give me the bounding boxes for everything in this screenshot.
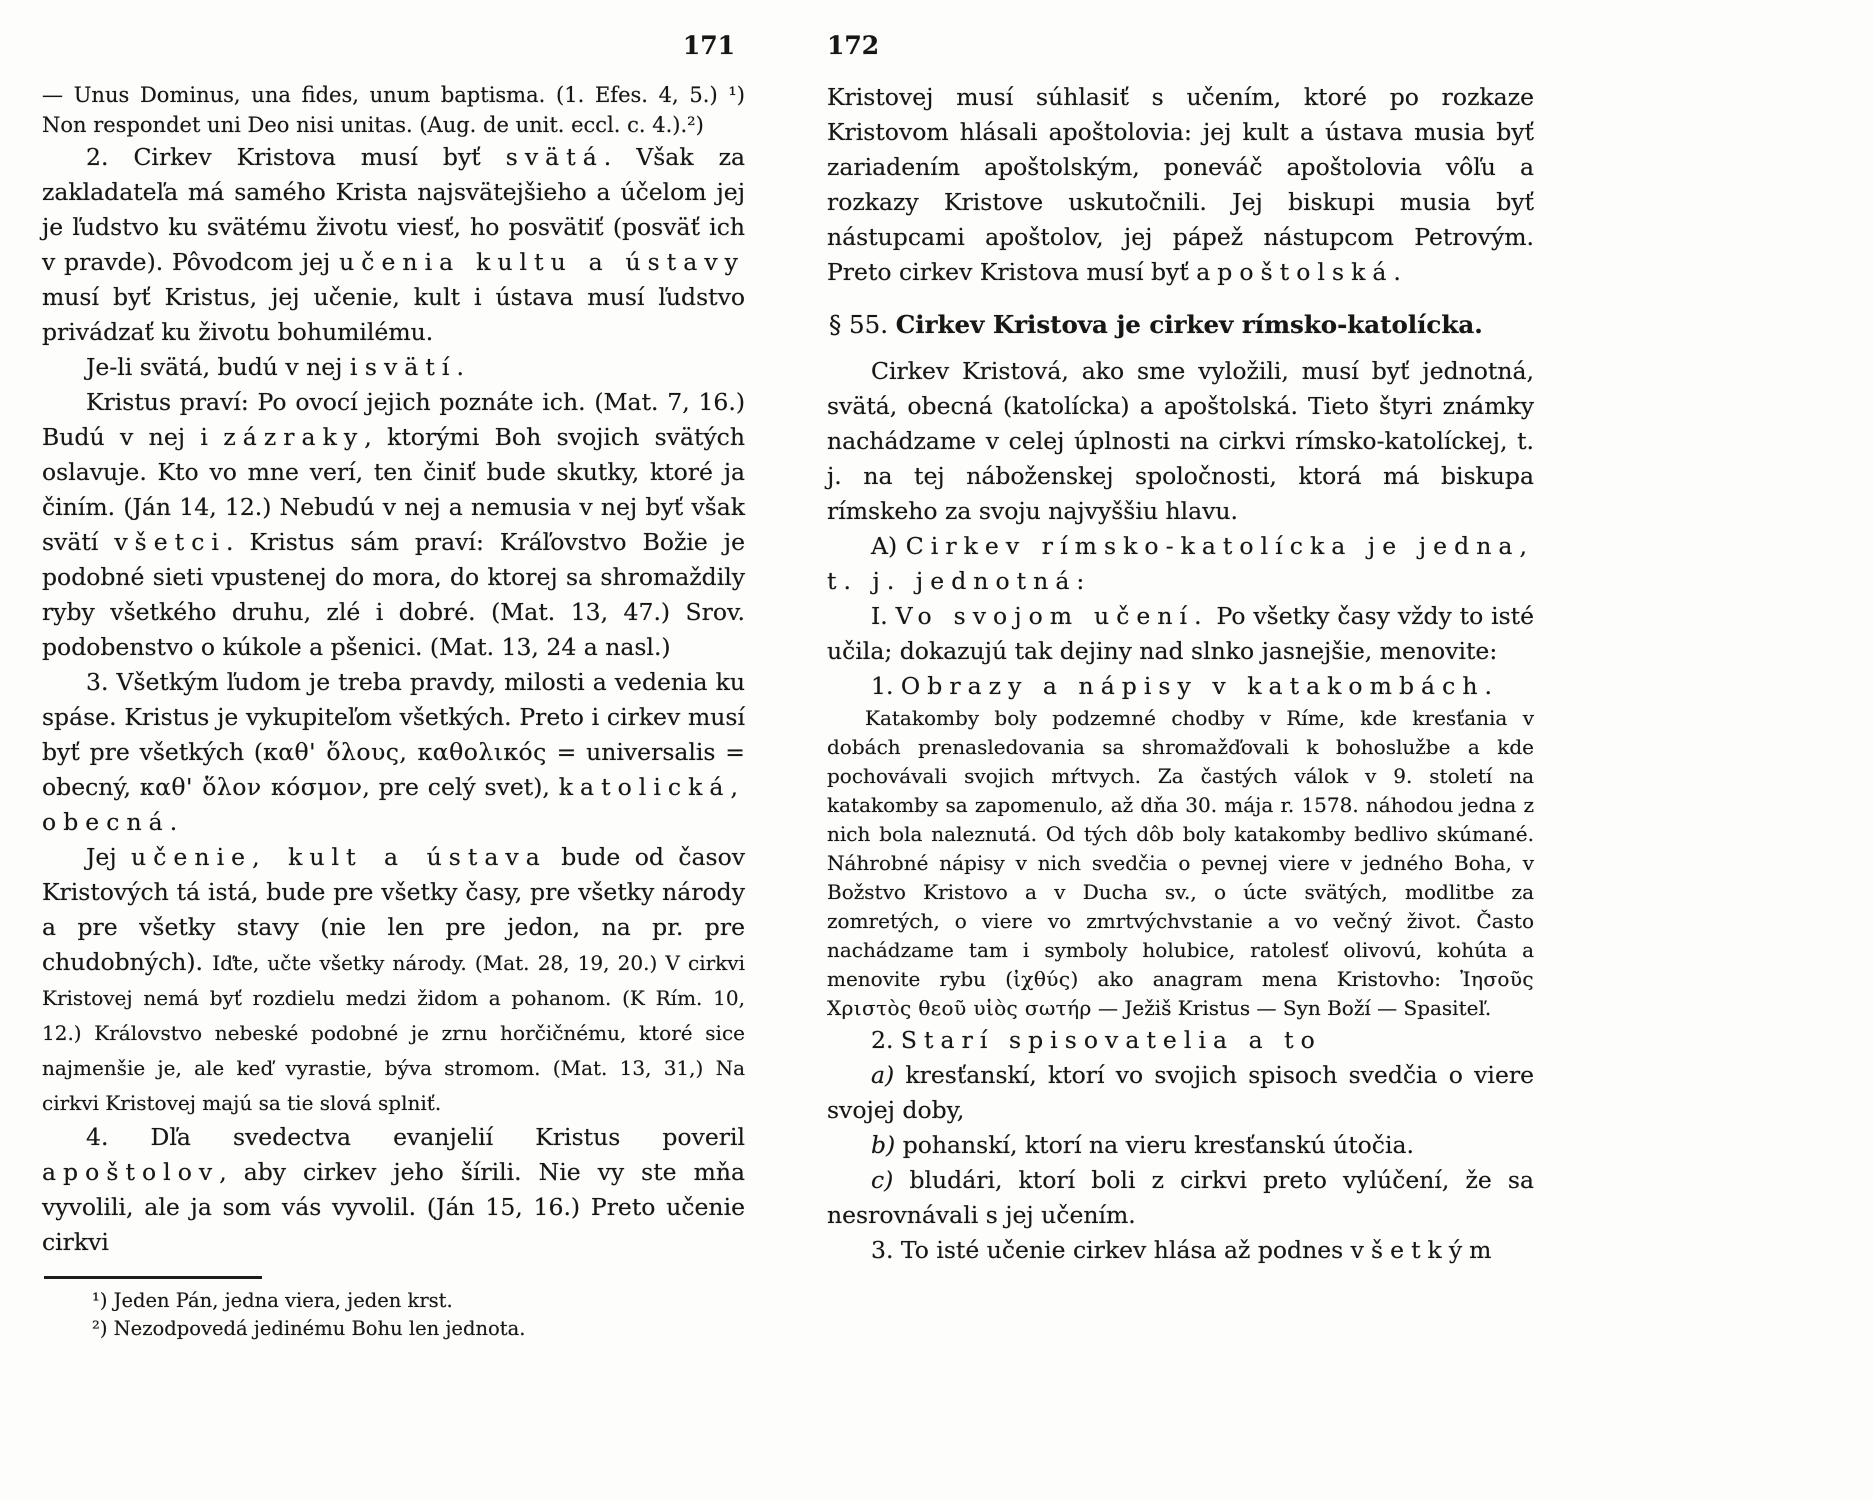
text-run: . Kristus sám praví: Kráľovstvo Božie je podobné sieti vpustenej do mora, do ktorej sa shromaždily ryby všetkého druhu, zlé i dobré. (Mat. 13, 47.) Srov. podobenstvo o kúkole a pšenici. (Mat. 13, 24 a nasl.)	[42, 528, 745, 661]
paragraph	[827, 1023, 1534, 1058]
paragraph	[42, 80, 745, 140]
text-run: svätá	[505, 143, 604, 171]
paragraph	[827, 1233, 1534, 1268]
paragraph	[42, 840, 745, 1120]
text-run: .	[169, 808, 178, 836]
text-run: c)	[871, 1166, 894, 1194]
page-172-content	[827, 80, 1534, 1268]
paragraph	[42, 140, 745, 350]
text-run: Cirkev rímsko-katolícka je jedna, t. j. jednotná:	[827, 532, 1535, 595]
text-run: bludári, ktorí boli z cirkvi preto vylúčení, že sa nesrovnávali s jej učením.	[827, 1166, 1534, 1229]
paragraph	[827, 354, 1534, 529]
text-run: = universalis = obecný,	[42, 738, 745, 801]
paragraph	[827, 1128, 1534, 1163]
text-run: katolická, obecná	[42, 773, 745, 836]
text-run: , pre celý svet),	[362, 773, 559, 801]
footnote: ²) Nezodpovedá jedinému Bohu len jednota.	[92, 1316, 526, 1340]
paragraph	[42, 1120, 745, 1260]
text-run: učenia kultu a ústavy	[339, 248, 745, 276]
text-run: b)	[871, 1131, 896, 1159]
text-run: Jej	[86, 843, 132, 871]
greek-text: ἰχθύς	[1013, 967, 1071, 991]
text-run: , aby cirkev jeho šírili. Nie vy ste mňa vyvolili, ale ja som vás vyvolil. (Ján 15, 16.) Preto učenie cirkvi	[42, 1158, 745, 1256]
text-run: A)	[871, 532, 906, 560]
text-run: Starí spisovatelia a to	[900, 1026, 1322, 1054]
paragraph	[827, 704, 1534, 1023]
text-run: Obrazy a nápisy v katakombách.	[900, 672, 1500, 700]
paragraph	[42, 350, 745, 385]
text-run: .	[1393, 258, 1401, 286]
text-run: všetci	[114, 528, 226, 556]
paragraph	[827, 1163, 1534, 1233]
text-run: Vo svojom učení.	[895, 602, 1209, 630]
text-run: , ktorými Boh svojich svätých oslavuje. Kto vo mne verí, ten činiť bude skutky, ktoré ja činím. (Ján 14, 12.) Nebudú v nej a nemusia v nej byť však svätí	[42, 423, 745, 556]
text-run: — Ježiš Kristus — Syn Boží — Spasiteľ.	[1091, 996, 1492, 1020]
text-run: 2.	[871, 1026, 901, 1054]
page-171-content	[42, 80, 745, 1260]
text-run: Je-li svätá, budú v nej i	[86, 353, 365, 381]
text-run: kresťanskí, ktorí vo svojich spisoch svedčia o viere svojej doby,	[827, 1061, 1534, 1124]
text-run: apoštolská	[1196, 258, 1394, 286]
text-run: — Unus Dominus, una fides, unum baptisma. (1. Efes. 4, 5.) ¹) Non respondet uni Deo nisi unitas. (Aug. de unit. eccl. c. 4.).²)	[42, 83, 745, 137]
text-run: 2. Cirkev Kristova musí byť	[86, 143, 506, 171]
text-run: učenie, kult a ústava	[131, 843, 547, 871]
text-run: 1.	[871, 672, 901, 700]
text-run: § 55.	[829, 310, 896, 339]
page-171-footnotes	[42, 1287, 745, 1342]
text-run: pohanskí, ktorí na vieru kresťanskú útočia.	[895, 1131, 1414, 1159]
text-run: Po všetky časy vždy to isté učila; dokazujú tak dejiny nad slnko jasnejšie, menovite:	[827, 602, 1534, 665]
footnote-divider	[44, 1276, 262, 1279]
text-run: svätí	[364, 353, 457, 381]
text-run: 4. Dľa svedectva evanjelií Kristus poveril	[86, 1123, 745, 1151]
text-run: zázraky	[223, 423, 365, 451]
paragraph	[42, 385, 745, 665]
text-run: Cirkev Kristova je cirkev rímsko-katolícka.	[895, 310, 1483, 339]
text-run: apoštolov	[42, 1158, 220, 1186]
text-run: musí byť Kristus, jej učenie, kult i ústava musí ľudstvo privádzať ku životu bohumilému.	[42, 283, 745, 346]
greek-text: Ἰησοῦς Χριστὸς θεοῦ υἱὸς σωτήρ	[827, 967, 1534, 1020]
page-171	[42, 0, 745, 1342]
text-run: .	[456, 353, 464, 381]
text-run: Katakomby boly podzemné chodby v Ríme, kde kresťania v dobách prenasledovania sa shromažďovali k bohoslužbe a kde pochovávali svojich mŕtvych. Za častých válok v 9. století na katakomby sa zapomenulo, až dňa 30. mája r. 1578. náhodou jedna z nich bola naleznutá. Od tých dôb boly katakomby bedlivo skúmané. Náhrobné nápisy v nich svedčia o pevnej viere v jedného Boha, v Božstvo Kristovo a v Ducha sv., o úcte svätých, modlitbe za zomretých, o viere vo zmrtvýchvstanie a vo večný život. Často nachádzame tam i symboly holubice, ratolesť olivovú, kohúta a menovite rybu (	[827, 706, 1534, 991]
page-number-172: 172	[827, 31, 880, 60]
text-run: . Však za zakladateľa má samého Krista najsvätejšieho a účelom jej je ľudstvo ku svätému životu viesť, ho posvätiť (posväť ich v pravde). Pôvodcom jej	[42, 143, 745, 276]
paragraph	[827, 80, 1534, 290]
text-run: 3. To isté učenie cirkev hlása až podnes	[871, 1236, 1351, 1264]
footnote-section	[42, 1276, 745, 1342]
paragraph	[42, 665, 745, 840]
text-run: Cirkev Kristová, ako sme vyložili, musí byť jednotná, svätá, obecná (katolícka) a apoštolská. Tieto štyri známky nachádzame v celej úplnosti na cirkvi rímsko-katolíckej, t. j. na tej náboženskej spoločnosti, ktorá má biskupa rímskeho za svoju najvyššiu hlavu.	[827, 357, 1534, 525]
paragraph	[827, 1058, 1534, 1128]
greek-text: καθ' ὅλον κόσμον	[139, 773, 363, 801]
text-run: Kristovej musí súhlasiť s učením, ktoré po rozkaze Kristovom hlásali apoštolovia: jej kult a ústava musia byť zariadením apoštolským, poneváč apoštolovia vôľu a rozkazy Kristove uskutočnili. Jej biskupi musia byť nástupcami apoštolov, jej pápež nástupcom Petrovým. Preto cirkev Kristova musí byť	[827, 83, 1534, 286]
paragraph	[827, 529, 1534, 599]
text-run: všetkým	[1350, 1236, 1499, 1264]
text-run: a)	[871, 1061, 895, 1089]
text-run: 3. Všetkým ľudom je treba pravdy, milosti a vedenia ku spáse. Kristus je vykupiteľom všetkých. Preto i cirkev musí byť pre všetkých (	[42, 668, 745, 766]
page-172	[827, 0, 1534, 1268]
text-run: Kristus praví: Po ovocí jejich poznáte ich. (Mat. 7, 16.) Budú v nej i	[42, 388, 745, 451]
footnote: ¹) Jeden Pán, jedna viera, jeden krst.	[92, 1289, 453, 1312]
text-run: bude od časov Kristových tá istá, bude pre všetky časy, pre všetky národy a pre všetky stavy (nie len pre jedon, na pr. pre chudobných).	[42, 843, 745, 976]
text-run: Iďte, učte všetky národy. (Mat. 28, 19, 20.) V cirkvi Kristovej nemá byť rozdielu medzi židom a pohanom. (K Rím. 10, 12.) Královstvo nebeské podobné je zrnu horčičnému, ktoré sice najmenšie je, ale keď vyrastie, býva stromom. (Mat. 13, 31,) Na cirkvi Kristovej majú sa tie slová splniť.	[42, 951, 746, 1115]
paragraph	[827, 669, 1534, 704]
text-run: ) ako anagram mena Kristovho:	[1070, 967, 1461, 991]
page-number-171: 171	[682, 31, 735, 60]
text-run: I.	[871, 602, 896, 630]
greek-text: καθ' ὅλους, καθολικός	[263, 738, 547, 766]
paragraph	[827, 599, 1534, 669]
section-heading	[827, 307, 1534, 343]
